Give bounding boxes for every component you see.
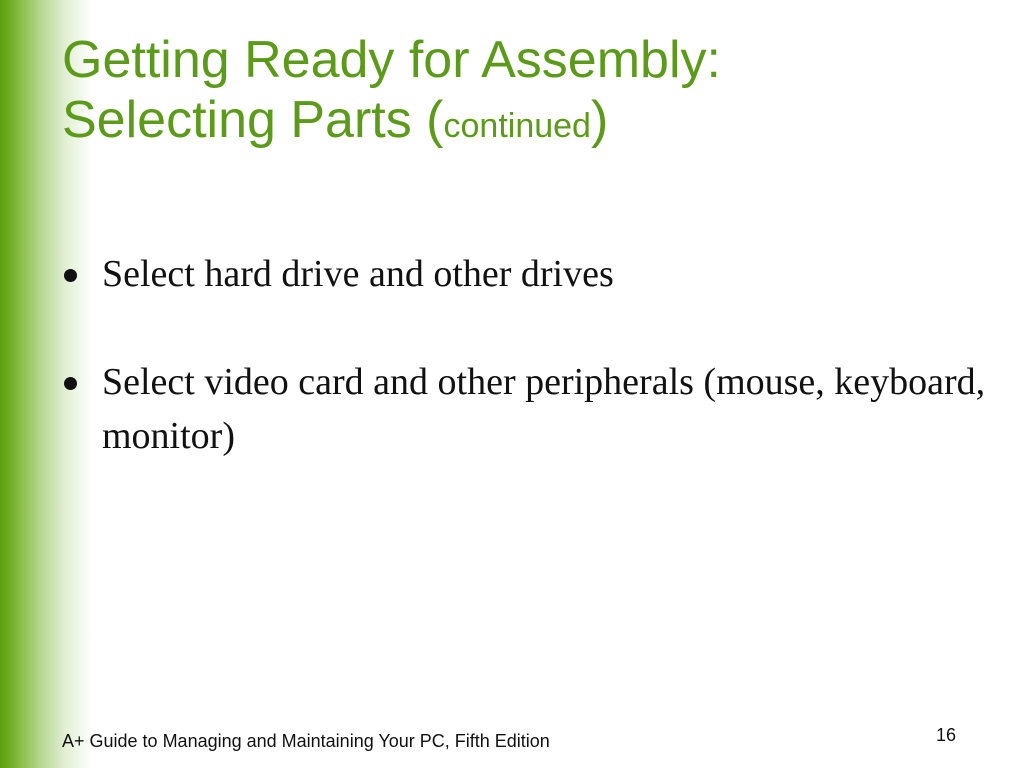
slide-title xyxy=(62,30,1002,156)
bullet-item xyxy=(62,247,1002,301)
slide-title-line-1: Getting Ready for Assembly: xyxy=(62,31,721,89)
slide-title-main: Selecting Parts ( xyxy=(62,91,444,149)
page-number: 16 xyxy=(936,725,957,745)
slide-title-close-paren: ) xyxy=(590,91,609,149)
bullet-dot-icon xyxy=(64,269,77,282)
bullet-item xyxy=(62,355,1002,463)
bullet-list xyxy=(62,247,1002,517)
bullet-text: Select video card and other peripherals (mouse, keyboard, monitor) xyxy=(102,361,986,457)
slide-title-line-2 xyxy=(62,90,1002,156)
slide-title-continued: continued xyxy=(443,107,591,145)
bullet-dot-icon xyxy=(64,377,77,390)
bullet-text: Select hard drive and other drives xyxy=(102,253,614,295)
slide-footer: A+ Guide to Managing and Maintaining Your PC, Fifth Edition xyxy=(62,731,550,751)
